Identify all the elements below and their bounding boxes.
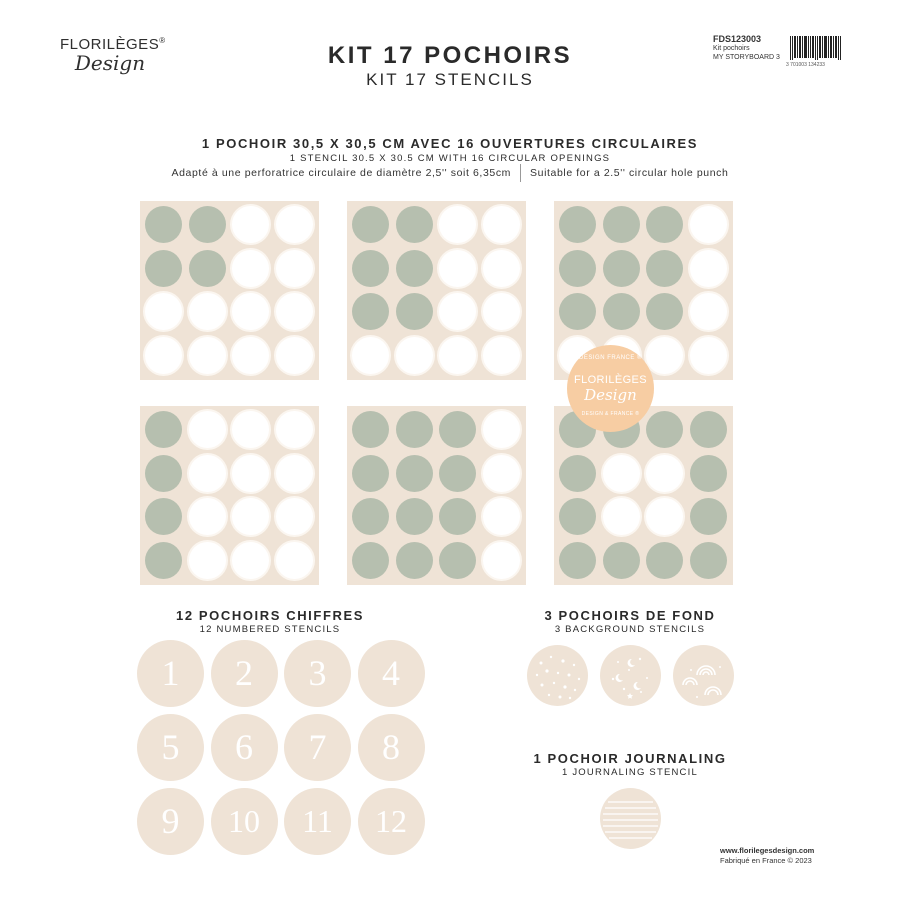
stencil-opening bbox=[690, 293, 727, 330]
title-fr: KIT 17 POCHOIRS bbox=[327, 42, 573, 69]
stencil-opening bbox=[189, 293, 226, 330]
barcode-icon bbox=[790, 36, 842, 60]
stencil-opening bbox=[145, 498, 182, 535]
stencil-opening bbox=[189, 250, 226, 287]
badge-top-text: DESIGN FRANCE ® bbox=[579, 355, 642, 361]
badge-script: Design bbox=[584, 386, 637, 404]
badge-name: FLORILÈGES bbox=[573, 374, 648, 386]
number-stencil: 4 bbox=[358, 640, 425, 707]
background-stencil-dots bbox=[527, 645, 588, 706]
stencil-opening bbox=[145, 411, 182, 448]
stencil-opening bbox=[439, 498, 476, 535]
journaling-heading bbox=[500, 751, 760, 778]
stencil-opening bbox=[559, 455, 596, 492]
stencil-opening bbox=[483, 411, 520, 448]
stencil-opening bbox=[189, 411, 226, 448]
stencil-opening bbox=[559, 206, 596, 243]
stencil-opening bbox=[145, 542, 182, 579]
stencil-opening bbox=[352, 293, 389, 330]
stencil-panel-2 bbox=[347, 201, 526, 380]
stencil-opening bbox=[232, 206, 269, 243]
stencil-opening bbox=[396, 250, 433, 287]
stencil-opening bbox=[603, 455, 640, 492]
stencil-opening bbox=[483, 542, 520, 579]
number-stencil: 2 bbox=[211, 640, 278, 707]
number-stencil: 10 bbox=[211, 788, 278, 855]
stencil-opening bbox=[690, 455, 727, 492]
stencil-opening bbox=[145, 337, 182, 374]
stencil-opening bbox=[646, 206, 683, 243]
website-url: www.florilegesdesign.com bbox=[720, 846, 815, 855]
made-in-france: Fabriqué en France © 2023 bbox=[720, 856, 812, 865]
stencil-opening bbox=[232, 542, 269, 579]
stencil-opening bbox=[396, 498, 433, 535]
stencil-opening bbox=[646, 542, 683, 579]
numbers-heading-fr: 12 POCHOIRS CHIFFRES bbox=[175, 608, 365, 623]
stencil-opening bbox=[690, 542, 727, 579]
stencil-opening bbox=[646, 455, 683, 492]
stencil-opening bbox=[559, 250, 596, 287]
product-code: FDS123003 bbox=[713, 34, 762, 44]
background-heading-en: 3 BACKGROUND STENCILS bbox=[554, 624, 706, 635]
stencil-opening bbox=[352, 250, 389, 287]
stencil-opening bbox=[603, 250, 640, 287]
numbers-heading bbox=[140, 608, 400, 635]
stencil-opening bbox=[145, 206, 182, 243]
journaling-heading-en: 1 JOURNALING STENCIL bbox=[562, 767, 698, 778]
note-en: Suitable for a 2.5'' circular hole punch bbox=[530, 167, 729, 179]
stencil-opening bbox=[439, 206, 476, 243]
background-stencil-rainbows bbox=[673, 645, 734, 706]
stencil-opening bbox=[396, 293, 433, 330]
journaling-heading-fr: 1 POCHOIR JOURNALING bbox=[533, 751, 727, 766]
stencil-opening bbox=[603, 206, 640, 243]
stencil-opening bbox=[559, 542, 596, 579]
stencil-opening bbox=[439, 337, 476, 374]
stencil-opening bbox=[232, 250, 269, 287]
stencil-opening bbox=[276, 498, 313, 535]
stencil-opening bbox=[189, 498, 226, 535]
footer bbox=[720, 846, 814, 866]
barcode-number: 3 701003 134233 bbox=[786, 62, 825, 68]
product-line1: Kit pochoirs bbox=[713, 45, 750, 52]
stencil-opening bbox=[145, 293, 182, 330]
brand-registered-mark: ® bbox=[159, 36, 166, 45]
numbers-heading-en: 12 NUMBERED STENCILS bbox=[199, 624, 341, 635]
stencil-panel-3 bbox=[554, 201, 733, 380]
note-fr: Adapté à une perforatrice circulaire de diamètre 2,5'' soit 6,35cm bbox=[171, 167, 512, 179]
stencil-opening bbox=[396, 411, 433, 448]
stencil-opening bbox=[352, 455, 389, 492]
stencil-opening bbox=[276, 542, 313, 579]
stencil-opening bbox=[439, 411, 476, 448]
number-stencil: 8 bbox=[358, 714, 425, 781]
hole-punch-note bbox=[0, 164, 900, 182]
stencil-opening bbox=[232, 293, 269, 330]
stencil-panel-4 bbox=[140, 406, 319, 585]
stencil-opening bbox=[439, 455, 476, 492]
main-heading-fr: 1 POCHOIR 30,5 X 30,5 CM AVEC 16 OUVERTURES CIRCULAIRES bbox=[201, 136, 699, 151]
stencil-opening bbox=[232, 455, 269, 492]
brand-badge bbox=[567, 345, 654, 432]
stencil-opening bbox=[352, 337, 389, 374]
stencil-opening bbox=[276, 293, 313, 330]
stencil-opening bbox=[189, 542, 226, 579]
stencil-opening bbox=[189, 337, 226, 374]
stencil-opening bbox=[483, 498, 520, 535]
stencil-opening bbox=[690, 337, 727, 374]
background-stencil-moons bbox=[600, 645, 661, 706]
background-heading bbox=[500, 608, 760, 635]
number-stencil: 12 bbox=[358, 788, 425, 855]
stencil-opening bbox=[559, 293, 596, 330]
number-stencil: 1 bbox=[137, 640, 204, 707]
stencil-opening bbox=[483, 250, 520, 287]
stencil-opening bbox=[276, 337, 313, 374]
stencil-opening bbox=[690, 250, 727, 287]
stencil-opening bbox=[690, 206, 727, 243]
brand-script: Design bbox=[74, 51, 146, 75]
number-stencil: 6 bbox=[211, 714, 278, 781]
stencil-panel-5 bbox=[347, 406, 526, 585]
product-line2: MY STORYBOARD 3 bbox=[713, 54, 780, 61]
product-info bbox=[713, 35, 780, 62]
number-stencil: 5 bbox=[137, 714, 204, 781]
stencil-opening bbox=[352, 498, 389, 535]
badge-bottom-text: DESIGN & FRANCE ® bbox=[581, 411, 640, 417]
brand-name: FLORILÈGES bbox=[60, 36, 160, 53]
stencil-opening bbox=[396, 337, 433, 374]
dots-pattern-icon bbox=[527, 645, 588, 706]
stencil-panel-1 bbox=[140, 201, 319, 380]
number-stencil: 11 bbox=[284, 788, 351, 855]
stencil-opening bbox=[276, 206, 313, 243]
stencil-opening bbox=[396, 542, 433, 579]
stencil-opening bbox=[483, 337, 520, 374]
number-stencil: 9 bbox=[137, 788, 204, 855]
background-heading-fr: 3 POCHOIRS DE FOND bbox=[544, 608, 716, 623]
stencil-opening bbox=[232, 337, 269, 374]
main-stencil-heading bbox=[0, 136, 900, 164]
stencil-opening bbox=[603, 498, 640, 535]
lines-pattern-icon bbox=[600, 788, 661, 849]
stencil-opening bbox=[646, 498, 683, 535]
stencil-opening bbox=[232, 411, 269, 448]
stencil-opening bbox=[439, 293, 476, 330]
stencil-panel-6 bbox=[554, 406, 733, 585]
stencil-opening bbox=[690, 498, 727, 535]
main-heading-en: 1 STENCIL 30.5 X 30.5 CM WITH 16 CIRCULAR OPENINGS bbox=[289, 153, 611, 164]
stencil-opening bbox=[439, 250, 476, 287]
stencil-opening bbox=[145, 455, 182, 492]
stencil-opening bbox=[646, 293, 683, 330]
stencil-opening bbox=[439, 542, 476, 579]
stencil-opening bbox=[352, 542, 389, 579]
stencil-opening bbox=[690, 411, 727, 448]
stencil-opening bbox=[603, 542, 640, 579]
stencil-opening bbox=[646, 250, 683, 287]
stencil-opening bbox=[352, 206, 389, 243]
stencil-opening bbox=[189, 206, 226, 243]
stencil-opening bbox=[559, 498, 596, 535]
number-stencil: 3 bbox=[284, 640, 351, 707]
stencil-opening bbox=[396, 455, 433, 492]
moons-stars-pattern-icon bbox=[600, 645, 661, 706]
stencil-opening bbox=[396, 206, 433, 243]
stencil-opening bbox=[189, 455, 226, 492]
title-en: KIT 17 STENCILS bbox=[366, 70, 534, 89]
stencil-opening bbox=[483, 455, 520, 492]
stencil-opening bbox=[145, 250, 182, 287]
stencil-opening bbox=[276, 455, 313, 492]
number-stencil: 7 bbox=[284, 714, 351, 781]
stencil-opening bbox=[352, 411, 389, 448]
journaling-stencil bbox=[600, 788, 661, 849]
stencil-opening bbox=[232, 498, 269, 535]
stencil-opening bbox=[483, 206, 520, 243]
stencil-opening bbox=[483, 293, 520, 330]
note-divider bbox=[520, 164, 521, 182]
rainbows-pattern-icon bbox=[673, 645, 734, 706]
stencil-opening bbox=[276, 411, 313, 448]
stencil-opening bbox=[276, 250, 313, 287]
stencil-opening bbox=[603, 293, 640, 330]
